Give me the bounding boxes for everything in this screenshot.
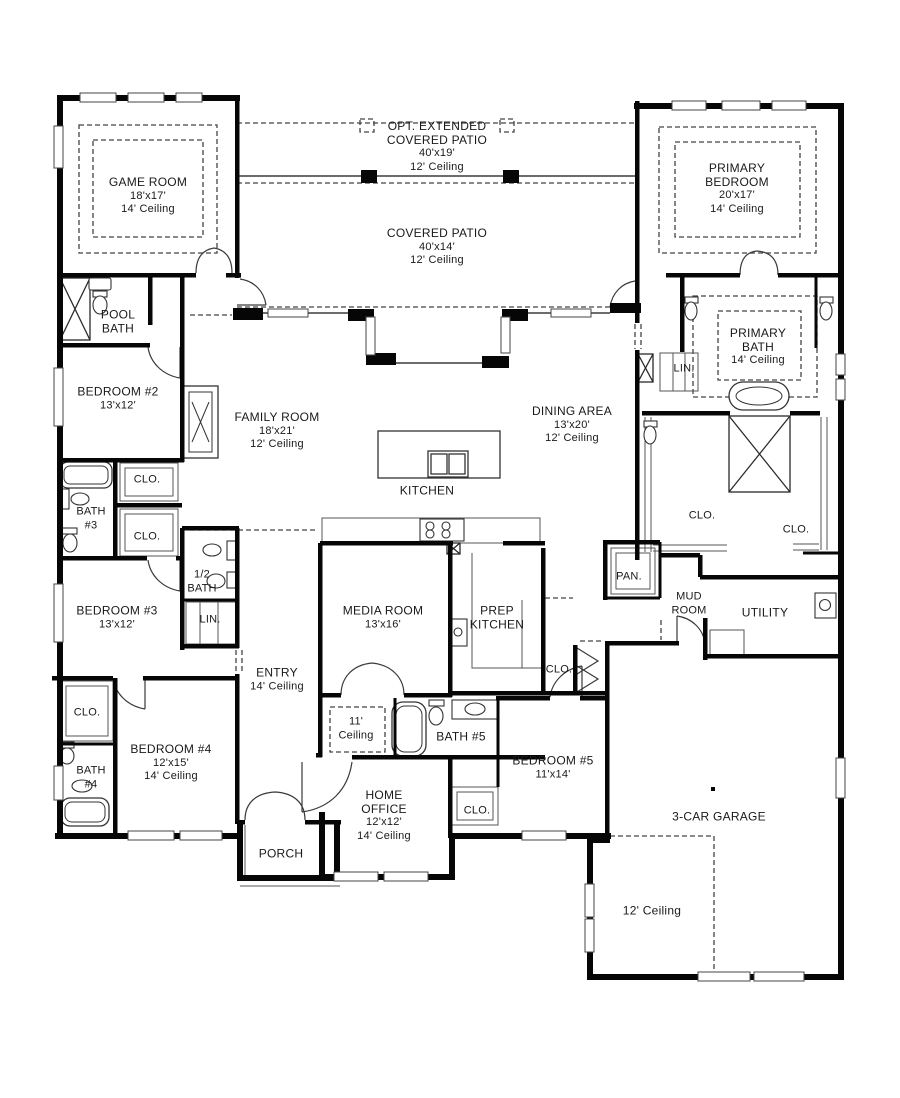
garage-ceiling-label: 12' Ceiling xyxy=(622,903,682,918)
fireplace-icon xyxy=(183,386,218,458)
prep-kitchen-label: PREP KITCHEN xyxy=(469,603,525,631)
porch-label: PORCH xyxy=(258,846,304,861)
bath-4-label: BATH #4 xyxy=(76,764,106,790)
dining-area-label: DINING AREA 13'x20' 12' Ceiling xyxy=(531,403,613,444)
garage-label: 3-CAR GARAGE xyxy=(672,809,766,824)
closet-label-primary-left: CLO. xyxy=(688,509,716,522)
bedroom-4-label: BEDROOM #4 12'x15' 14' Ceiling xyxy=(130,741,212,782)
media-room-label: MEDIA ROOM 13'x16' xyxy=(342,603,424,630)
kitchen-island xyxy=(378,431,500,478)
covered-patio-label: COVERED PATIO 40'x14' 12' Ceiling xyxy=(386,225,488,266)
bedroom-3-label: BEDROOM #3 13'x12' xyxy=(76,603,158,630)
entry-label: ENTRY 14' Ceiling xyxy=(250,665,304,692)
family-room-label: FAMILY ROOM 18'x21' 12' Ceiling xyxy=(234,409,320,450)
home-office-label: HOME OFFICE 12'x12' 14' Ceiling xyxy=(357,788,411,842)
bath-5-label: BATH #5 xyxy=(436,729,486,744)
patio-lines xyxy=(237,176,637,363)
mud-room-label: MUD ROOM xyxy=(671,590,707,616)
closet-label-2: CLO. xyxy=(133,530,161,543)
pool-bath-label: POOL BATH xyxy=(100,307,136,335)
primary-bath-label: PRIMARY BATH 14' Ceiling xyxy=(729,325,787,366)
half-bath-label: 1/2 BATH xyxy=(187,568,217,594)
primary-bedroom-label: PRIMARY BEDROOM 20'x17' 14' Ceiling xyxy=(705,161,769,215)
linen-label-right: LIN. xyxy=(673,362,695,375)
closet-label-bedroom4: CLO. xyxy=(73,706,101,719)
utility-label: UTILITY xyxy=(741,605,789,620)
bedroom-5-label: BEDROOM #5 11'x14' xyxy=(512,753,594,780)
kitchen-label: KITCHEN xyxy=(399,483,455,498)
closet-label-office: CLO. xyxy=(463,804,491,817)
game-room-label: GAME ROOM 18'x17' 14' Ceiling xyxy=(108,174,188,215)
linen-label-left: LIN. xyxy=(199,613,221,626)
opt-extended-patio-label: OPT. EXTENDED COVERED PATIO 40'x19' 12' Ceiling xyxy=(386,119,488,173)
bath-3-label: BATH #3 xyxy=(76,505,106,531)
closet-label-stair: CLO. xyxy=(545,663,573,676)
closet-label-1: CLO. xyxy=(133,473,161,486)
range-icon xyxy=(420,519,464,541)
closet-label-primary-right: CLO. xyxy=(782,523,810,536)
pantry-label: PAN. xyxy=(616,570,642,583)
nook-ceiling-label: 11' Ceiling xyxy=(338,715,374,741)
bedroom-2-label: BEDROOM #2 13'x12' xyxy=(77,384,159,411)
